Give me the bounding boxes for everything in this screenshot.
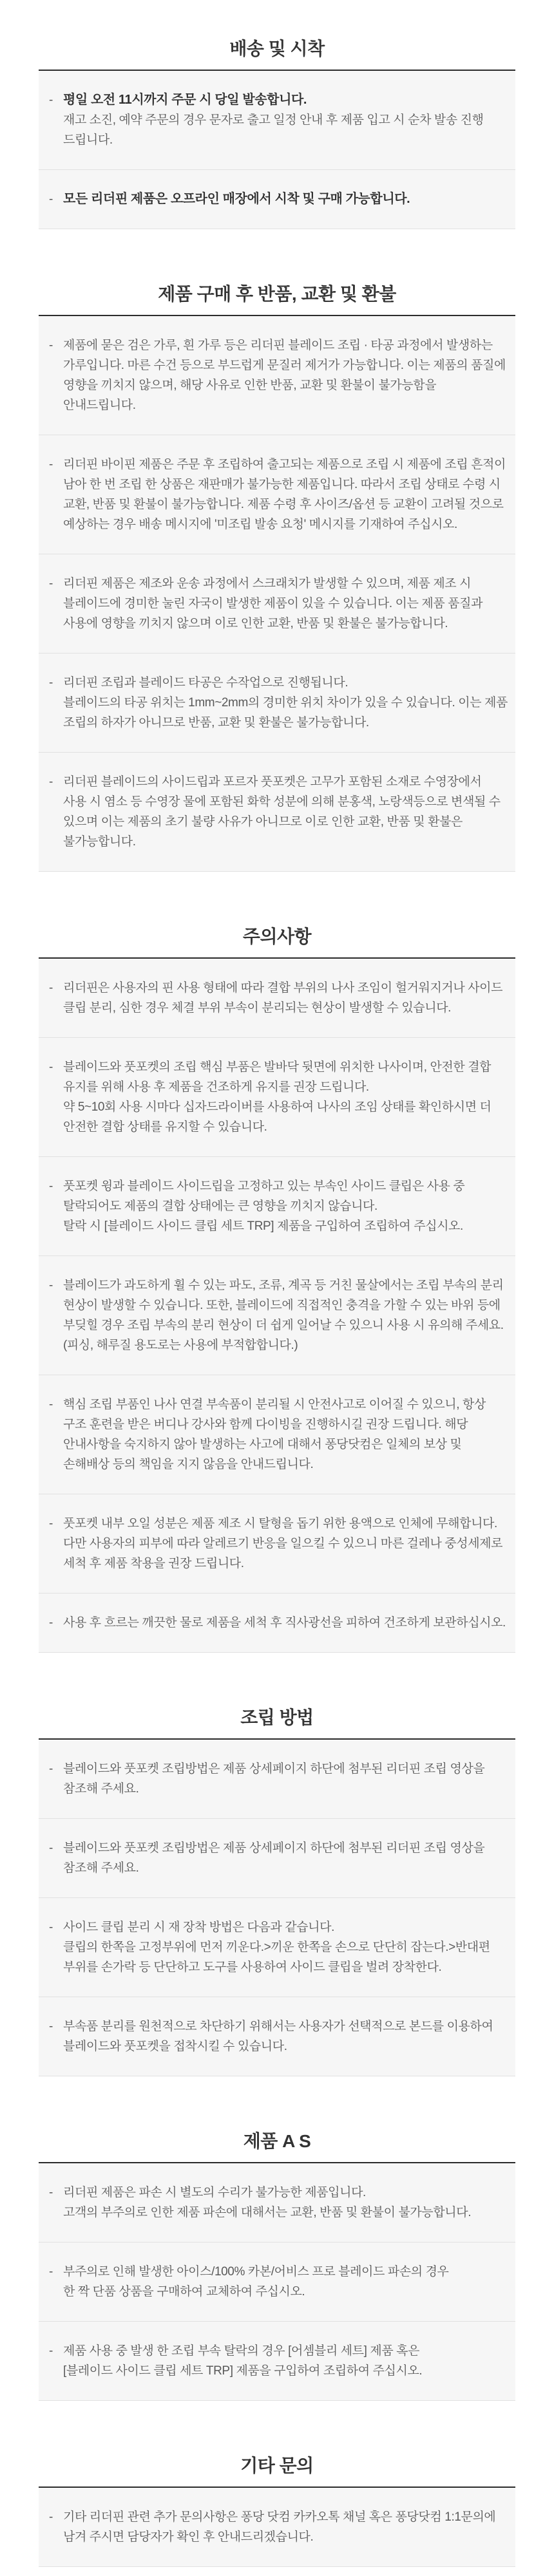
list-item [39, 1375, 515, 1494]
info-box [39, 957, 515, 1653]
info-box [39, 2487, 515, 2567]
item-text [63, 1514, 508, 1574]
item-line: 탈락 시 [블레이드 사이드 클립 세트 TRP] 제품을 구입하여 조립하여 주십시오. [63, 1219, 463, 1233]
bullet-dash: - [49, 577, 53, 590]
list-item [39, 1818, 515, 1897]
bullet-dash: - [49, 676, 53, 690]
item-text [63, 2341, 508, 2381]
item-line: 클립의 한쪽을 고정부위에 먼저 끼운다.>끼운 한쪽을 손으로 단단히 잡는다.>반대편 부위를 손가락 등 단단하고 도구를 사용하여 사이드 클립을 벌려 장착한다. [63, 1941, 490, 1974]
item-line: 고객의 부주의로 인한 제품 파손에 대해서는 교환, 반품 및 환불이 불가능합니다. [63, 2206, 472, 2219]
item-line: 블레이드와 풋포켓 조립방법은 제품 상세페이지 하단에 첨부된 리더핀 조립 영상을 참조해 주세요. [63, 1841, 485, 1875]
bullet-dash: - [49, 1841, 53, 1855]
item-line: 리더핀 바이핀 제품은 주문 후 조립하여 출고되는 제품으로 조립 시 제품에 조립 흔적이 남아 한 번 조립 한 상품은 재판매가 불가능한 제품입니다. 따라서 조립 상태로 수령 시 교환, 반품 및 환불이 불가능합니다. 제품 수령 후 사이즈/옵션 등 교환이 고려될 것으로 예상하는 경우 배송 메시지에 '미조립 발송 요청' 메시지를 기재하여 주십시오. [63, 458, 506, 531]
item-line: 사용 후 흐르는 깨끗한 물로 제품을 세척 후 직사광선을 피하여 건조하게 보관하십시오. [63, 1616, 506, 1630]
item-line-bold: 모든 리더핀 제품은 오프라인 매장에서 시착 및 구매 가능합니다. [63, 192, 410, 206]
item-text [63, 1917, 508, 1977]
section-title: 조립 방법 [240, 1707, 314, 1727]
item-line: 부속품 분리를 원천적으로 차단하기 위해서는 사용자가 선택적으로 본드를 이용하여 블레이드와 풋포켓을 접착시킬 수 있습니다. [63, 2020, 493, 2053]
list-item [39, 752, 515, 871]
list-item [39, 2163, 515, 2242]
info-box [39, 2162, 515, 2401]
section-shipping-and-fitting [0, 39, 554, 229]
item-text [63, 90, 508, 150]
item-text [63, 574, 508, 634]
bullet-dash: - [49, 1279, 53, 1292]
item-text [63, 978, 508, 1018]
list-item [39, 1494, 515, 1593]
item-line: 풋포켓 윙과 블레이드 사이드립을 고정하고 있는 부속인 사이드 클립은 사용 중 탈락되어도 제품의 결합 상태에는 큰 영향을 끼치지 않습니다. [63, 1180, 465, 1213]
list-item [39, 1255, 515, 1375]
item-text [63, 2507, 508, 2547]
bullet-dash: - [49, 775, 53, 789]
bullet-dash: - [49, 981, 53, 995]
item-text [63, 455, 508, 534]
item-text [63, 1275, 508, 1355]
item-line: 핵심 조립 부품인 나사 연결 부속품이 분리될 시 안전사고로 이어질 수 있으니, 항상 구조 훈련을 받은 버디나 강사와 함께 다이빙을 진행하시길 권장 드립니다. 해당 안내사항을 숙지하지 않아 발생하는 사고에 대해서 퐁당닷컴은 일체의 보상 및 손해배상 등의 책임을 지지 않음을 안내드립니다. [63, 1398, 486, 1471]
list-item [39, 1997, 515, 2076]
section-return-exchange-refund [0, 284, 554, 872]
info-box [39, 1738, 515, 2076]
item-line: 제품 사용 중 발생 한 조립 부속 탈락의 경우 [어셈블리 세트] 제품 혹은 [63, 2344, 420, 2358]
item-text [63, 1176, 508, 1236]
list-item [39, 2242, 515, 2321]
bullet-dash: - [49, 1762, 53, 1776]
info-box [39, 70, 515, 229]
item-line: 부주의로 인해 발생한 아이스/100% 카본/어비스 프로 블레이드 파손의 경우 [63, 2265, 449, 2279]
bullet-dash: - [49, 1616, 53, 1630]
bullet-dash: - [49, 1398, 53, 1411]
item-line-bold: 평일 오전 11시까지 주문 시 당일 발송합니다. [63, 93, 307, 107]
item-line: 리더핀 조립과 블레이드 타공은 수작업으로 진행됩니다. [63, 676, 349, 690]
bullet-dash: - [49, 2020, 53, 2033]
list-item [39, 1037, 515, 1156]
item-text [63, 335, 508, 415]
list-item [39, 1593, 515, 1652]
list-item [39, 2321, 515, 2400]
item-line: 블레이드가 과도하게 휠 수 있는 파도, 조류, 계곡 등 거친 물살에서는 조립 부속의 분리 현상이 발생할 수 있습니다. 또한, 블레이드에 직접적인 충격을 가할 수 있는 바위 등에 부딪힐 경우 조립 부속의 분리 현상이 더 쉽게 일어날 수 있으니 사용 시 유의해 주세요. (피싱, 해루질 용도로는 사용에 부적합합니다.) [63, 1279, 504, 1352]
info-box [39, 315, 515, 872]
section-title: 주의사항 [242, 926, 312, 946]
item-text [63, 1395, 508, 1474]
bullet-dash: - [49, 2186, 53, 2199]
list-item [39, 1740, 515, 1818]
item-text [63, 2017, 508, 2056]
bullet-dash: - [49, 1060, 53, 1074]
list-item [39, 554, 515, 653]
section-title: 배송 및 시착 [229, 39, 325, 59]
item-line: 풋포켓 내부 오일 성분은 제품 제조 시 탈형을 돕기 위한 용액으로 인체에 무해합니다. 다만 사용자의 피부에 따라 알레르기 반응을 일으킬 수 있으니 마른 걸레나 중성세제로 세척 후 제품 착용을 권장 드립니다. [63, 1517, 503, 1570]
item-line: 사이드 클립 분리 시 재 장착 방법은 다음과 같습니다. [63, 1921, 334, 1934]
section-title: 제품 A S [243, 2131, 311, 2151]
list-item [39, 1897, 515, 1997]
section-title: 제품 구매 후 반품, 교환 및 환불 [158, 284, 396, 304]
bullet-dash: - [49, 2510, 53, 2524]
list-item [39, 169, 515, 229]
section-assembly-method [0, 1707, 554, 2076]
section-cautions [0, 926, 554, 1653]
item-text [63, 2183, 508, 2223]
list-item [39, 2488, 515, 2566]
bullet-dash: - [49, 93, 53, 107]
item-line: 블레이드와 풋포켓의 조립 핵심 부품은 발바닥 뒷면에 위치한 나사이며, 안전한 결합 유지를 위해 사용 후 제품을 건조하게 유지를 권장 드립니다. [63, 1060, 492, 1094]
item-text [63, 1759, 508, 1799]
bullet-dash: - [49, 1517, 53, 1530]
item-line: 리더핀 제품은 제조와 운송 과정에서 스크래치가 발생할 수 있으며, 제품 제조 시 블레이드에 경미한 눌린 자국이 발생한 제품이 있을 수 있습니다. 이는 제품 품질과 사용에 영향을 끼치지 않으며 이로 인한 교환, 반품 및 환불은 불가능합니다. [63, 577, 483, 630]
list-item [39, 1156, 515, 1255]
bullet-dash: - [49, 193, 53, 206]
item-line: 리더핀 블레이드의 사이드립과 포르자 풋포켓은 고무가 포함된 소재로 수영장에서 사용 시 염소 등 수영장 물에 포함된 화학 성분에 의해 분홍색, 노랑색등으로 변색될 수 있으며 이는 제품의 초기 불량 사유가 아니므로 이로 인한 교환, 반품 및 환불은 불가능합니다. [63, 775, 501, 849]
section-product-as [0, 2131, 554, 2401]
item-line: 블레이드와 풋포켓 조립방법은 제품 상세페이지 하단에 첨부된 리더핀 조립 영상을 참조해 주세요. [63, 1762, 485, 1796]
list-item [39, 653, 515, 752]
bullet-dash: - [49, 458, 53, 471]
item-text [63, 2262, 508, 2302]
item-text [63, 673, 508, 733]
section-title: 기타 문의 [240, 2456, 314, 2476]
bullet-dash: - [49, 1180, 53, 1193]
item-line: 블레이드의 타공 위치는 1mm~2mm의 경미한 위치 차이가 있을 수 있습니다. 이는 제품 조립의 하자가 아니므로 반품, 교환 및 환불은 불가능합니다. [63, 696, 508, 729]
list-item [39, 316, 515, 435]
item-text [63, 772, 508, 852]
item-line: 약 5~10회 사용 시마다 십자드라이버를 사용하여 나사의 조임 상태를 확인하시면 더 안전한 결합 상태를 유지할 수 있습니다. [63, 1100, 492, 1134]
item-line: 리더핀은 사용자의 핀 사용 형태에 따라 결합 부위의 나사 조임이 헐거워지거나 사이드 클립 분리, 심한 경우 체결 부위 부속이 분리되는 현상이 발생할 수 있습니다. [63, 981, 503, 1015]
item-text [63, 1613, 508, 1633]
item-text [63, 1838, 508, 1878]
item-line: 리더핀 제품은 파손 시 별도의 수리가 불가능한 제품입니다. [63, 2186, 366, 2199]
item-line: 기타 리더핀 관련 추가 문의사항은 퐁당 닷컴 카카오톡 채널 혹은 퐁당닷컴 1:1문의에 남겨 주시면 담당자가 확인 후 안내드리겠습니다. [63, 2510, 496, 2544]
list-item [39, 959, 515, 1037]
bullet-dash: - [49, 2344, 53, 2358]
bullet-dash: - [49, 2265, 53, 2279]
bullet-dash: - [49, 1921, 53, 1934]
list-item [39, 71, 515, 169]
item-line: [블레이드 사이드 클립 세트 TRP] 제품을 구입하여 조립하여 주십시오. [63, 2364, 423, 2378]
item-line: 제품에 묻은 검은 가루, 흰 가루 등은 리더핀 블레이드 조립 · 타공 과정에서 발생하는 가루입니다. 마른 수건 등으로 부드럽게 문질러 제거가 가능합니다. 이는 제품의 품질에 영향을 끼치지 않으며, 해당 사유로 인한 반품, 교환 및 환불이 불가능함을 안내드립니다. [63, 339, 506, 412]
item-text [63, 1057, 508, 1137]
item-line: 재고 소진, 예약 주문의 경우 문자로 출고 일정 안내 후 제품 입고 시 순차 발송 진행 드립니다. [63, 113, 484, 147]
item-line: 한 짝 단품 상품을 구매하여 교체하여 주십시오. [63, 2285, 305, 2299]
list-item [39, 435, 515, 554]
item-text [63, 189, 508, 209]
section-other-inquiries [0, 2456, 554, 2567]
bullet-dash: - [49, 339, 53, 352]
